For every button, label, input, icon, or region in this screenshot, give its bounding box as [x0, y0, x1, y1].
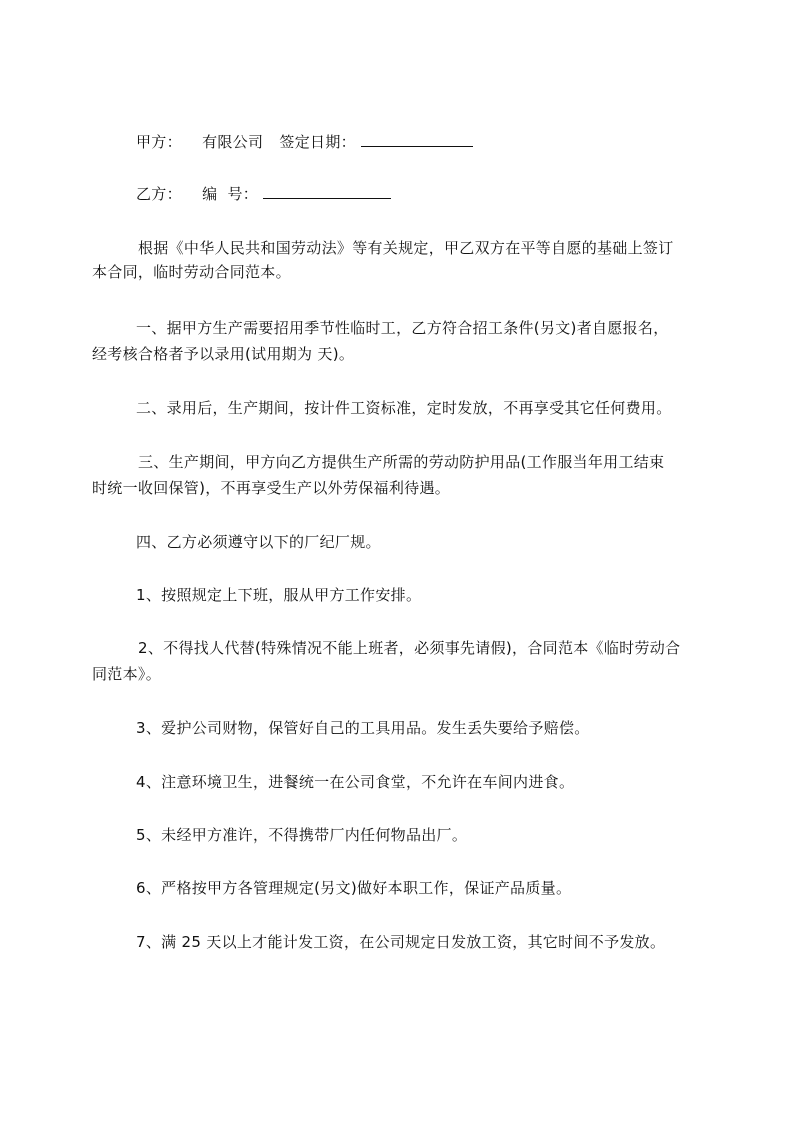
- rule-3: 3、爱护公司财物，保管好自己的工具用品。发生丢失要给予赔偿。: [136, 719, 590, 737]
- clause-3-line-2: 时统一收回保管)，不再享受生产以外劳保福利待遇。: [92, 479, 451, 497]
- intro-line-2: 本合同，临时劳动合同范本。: [92, 263, 291, 281]
- party-b-line: [136, 184, 391, 204]
- sign-date-blank: [361, 132, 473, 147]
- clause-1-line-2: 经考核合格者予以录用(试用期为 天)。: [92, 345, 355, 363]
- party-b-label: 乙方：: [136, 185, 182, 203]
- sign-date-label: 签定日期：: [279, 133, 356, 151]
- rule-2-line-1: 2、不得找人代替(特殊情况不能上班者，必须事先请假)，合同范本《临时劳动合: [138, 639, 681, 657]
- clause-1-line-1: 一、据甲方生产需要招用季节性临时工，乙方符合招工条件(另文)者自愿报名，: [136, 319, 669, 337]
- number-blank: [263, 184, 391, 199]
- number-label: 编 号：: [202, 185, 259, 203]
- rule-6: 6、严格按甲方各管理规定(另文)做好本职工作，保证产品质量。: [136, 879, 572, 897]
- clause-3-line-1: 三、生产期间，甲方向乙方提供生产所需的劳动防护用品(工作服当年用工结束: [138, 453, 665, 471]
- party-a-label: 甲方：: [136, 133, 182, 151]
- rule-4: 4、注意环境卫生，进餐统一在公司食堂，不允许在车间内进食。: [136, 773, 575, 791]
- intro-line-1: 根据《中华人民共和国劳动法》等有关规定，甲乙双方在平等自愿的基础上签订: [138, 239, 674, 257]
- rule-7: 7、满 25 天以上才能计发工资，在公司规定日发放工资，其它时间不予发放。: [136, 933, 666, 951]
- clause-2: 二、录用后，生产期间，按计件工资标准，定时发放，不再享受其它任何费用。: [136, 399, 672, 417]
- rule-1: 1、按照规定上下班，服从甲方工作安排。: [136, 586, 422, 604]
- party-a-name: 有限公司: [202, 133, 264, 151]
- party-a-line: [136, 132, 473, 152]
- rule-5: 5、未经甲方准许，不得携带厂内任何物品出厂。: [136, 826, 468, 844]
- rule-2-line-2: 同范本》。: [92, 665, 162, 683]
- clause-4: 四、乙方必须遵守以下的厂纪厂规。: [136, 533, 381, 551]
